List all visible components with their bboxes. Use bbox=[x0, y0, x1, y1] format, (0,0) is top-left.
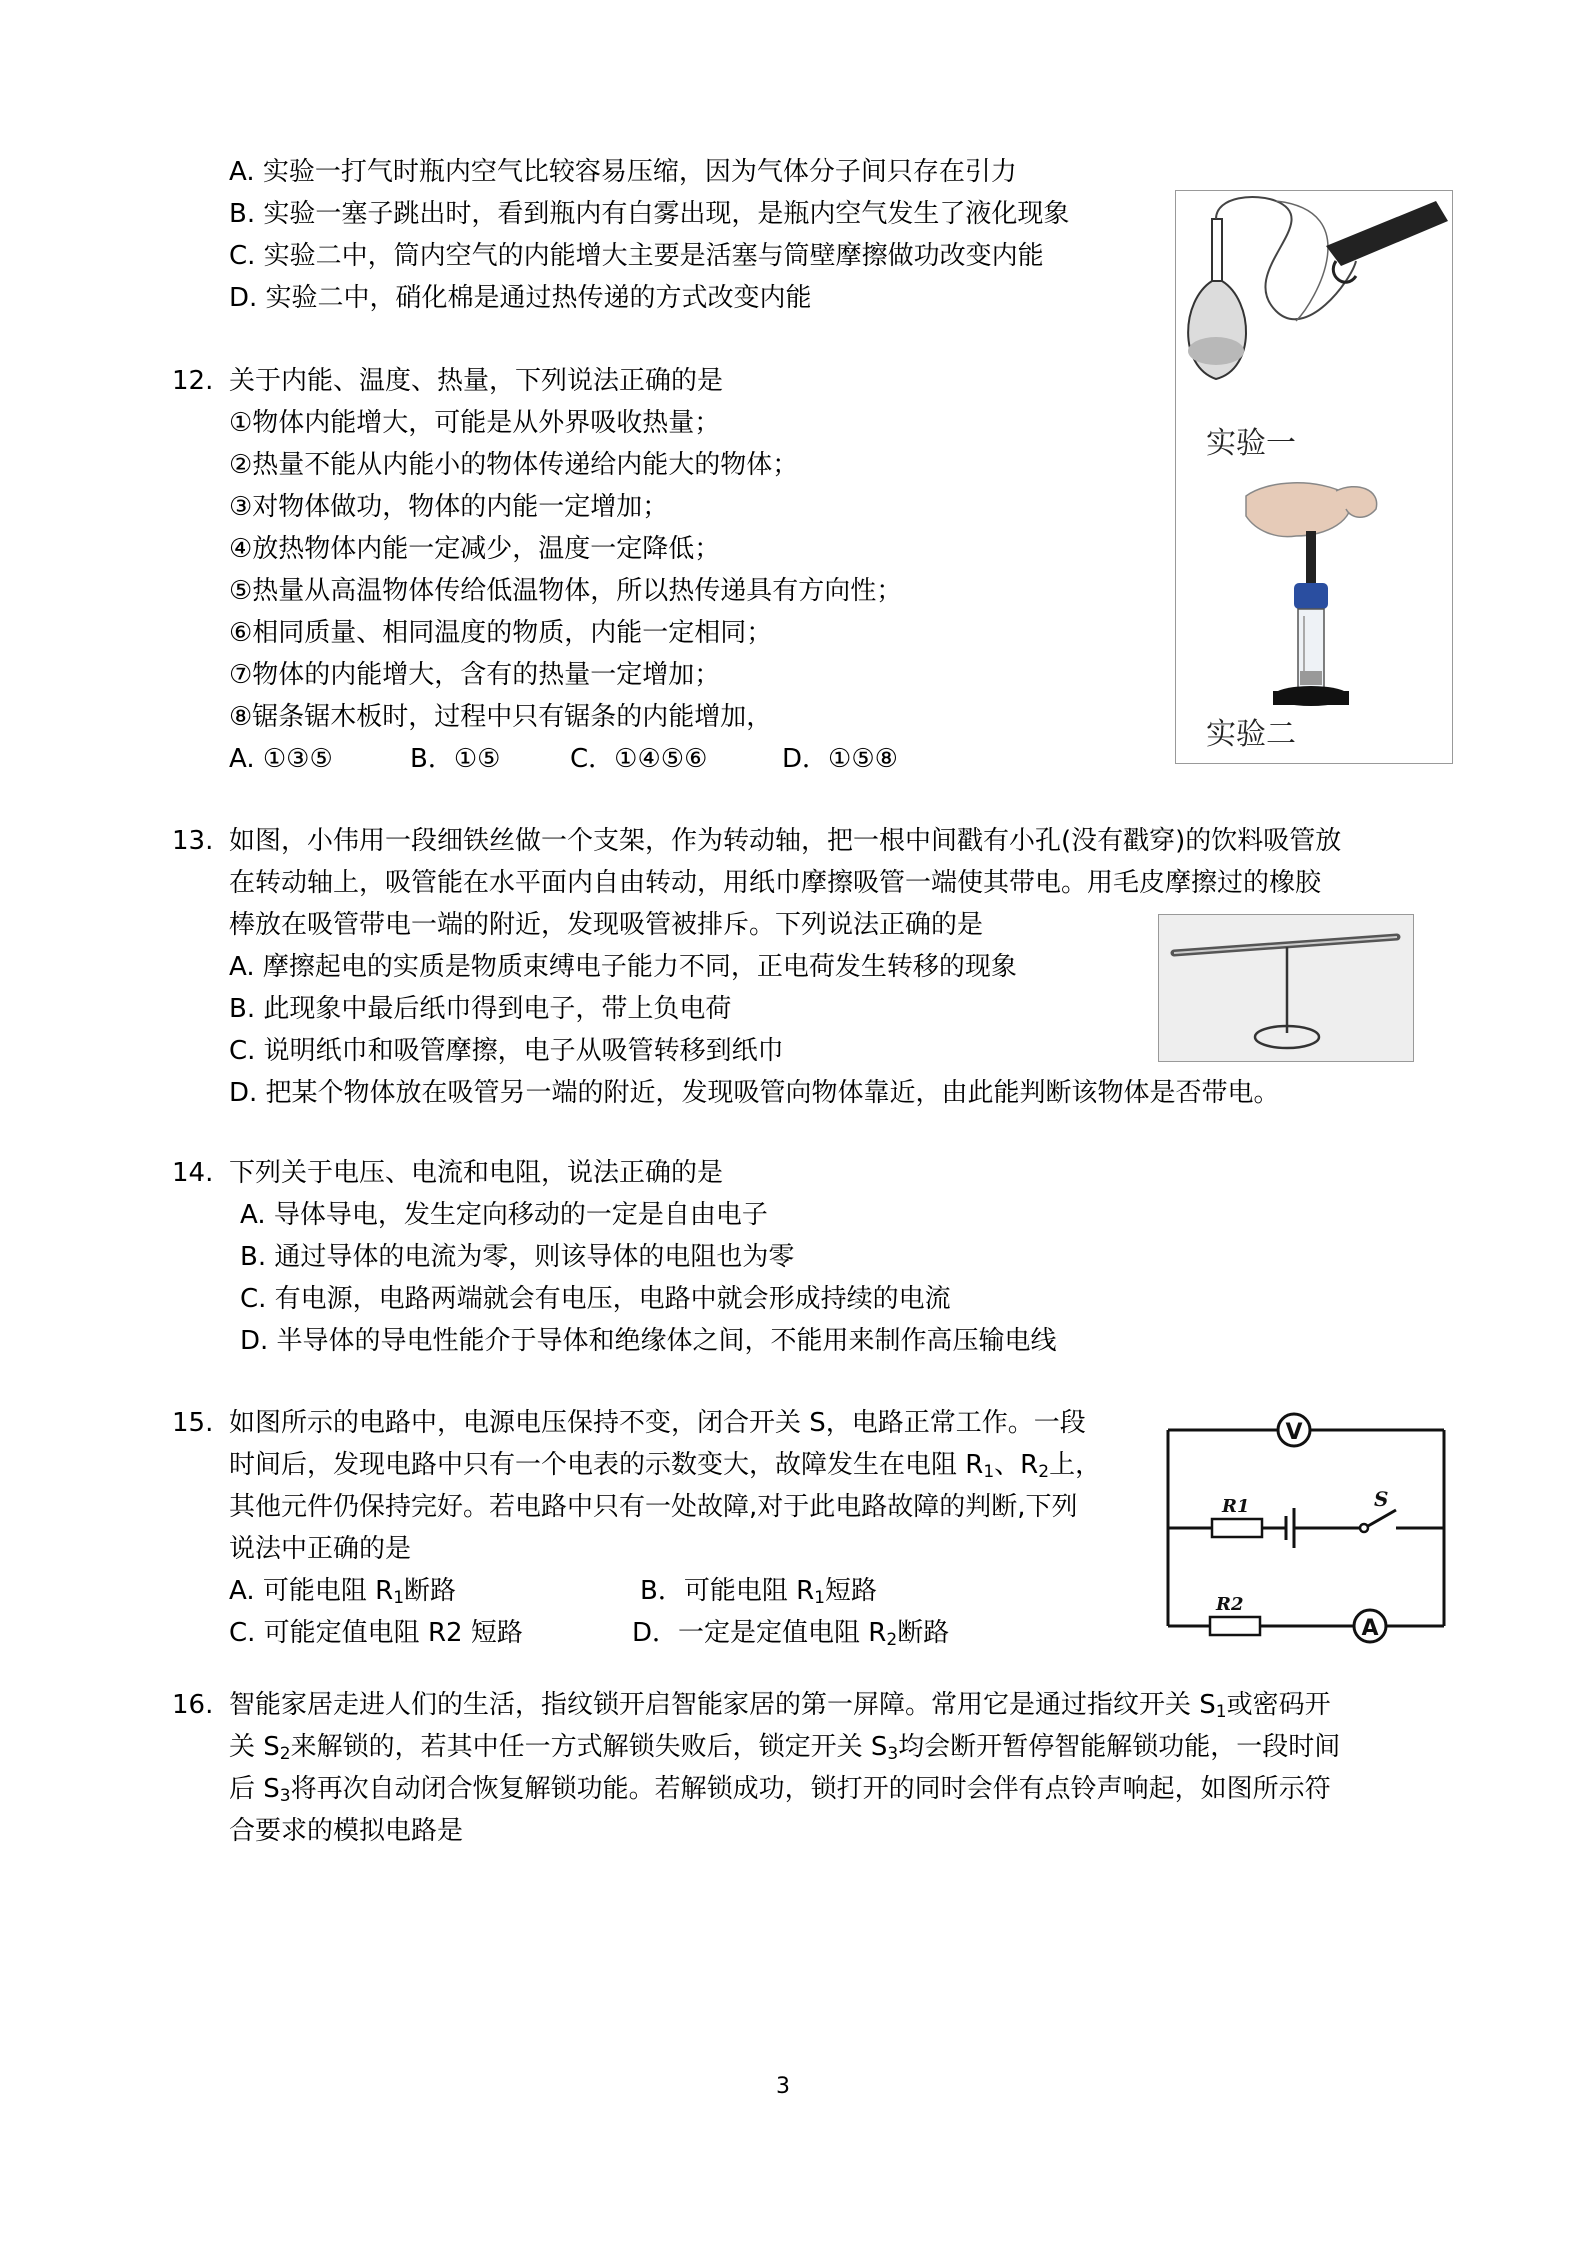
q15-option-b: B．可能电阻 $R_1$短路 bbox=[640, 1576, 878, 1608]
q13-option-a: A. 摩擦起电的实质是物质束缚电子能力不同，正电荷发生转移的现象 bbox=[229, 952, 1017, 982]
q14-option-d: D. 半导体的导电性能介于导体和绝缘体之间，不能用来制作高压输电线 bbox=[240, 1326, 1057, 1356]
q15-line-4: 说法中正确的是 bbox=[229, 1534, 412, 1564]
svg-text:V: V bbox=[1285, 1420, 1303, 1445]
q15-option-c: C. 可能定值电阻 R2 短路 bbox=[229, 1618, 523, 1648]
q16-line-4: 合要求的模拟电路是 bbox=[229, 1816, 464, 1846]
q14-stem: 下列关于电压、电流和电阻，说法正确的是 bbox=[229, 1158, 724, 1188]
q15-line-3: 其他元件仍保持完好。若电路中只有一处故障,对于此电路故障的判断,下列 bbox=[229, 1492, 1078, 1522]
q14-option-c: C. 有电源，电路两端就会有电压，电路中就会形成持续的电流 bbox=[240, 1284, 951, 1314]
q11-option-c: C. 实验二中，筒内空气的内能增大主要是活塞与筒壁摩擦做功改变内能 bbox=[229, 241, 1044, 271]
experiment-2-caption: 实验二 bbox=[1206, 717, 1296, 752]
resistor-r1 bbox=[1212, 1519, 1262, 1537]
q15-line-1: 如图所示的电路中，电源电压保持不变，闭合开关 S，电路正常工作。一段 bbox=[229, 1408, 1086, 1438]
q12-item-1: ①物体内能增大，可能是从外界吸收热量； bbox=[229, 408, 721, 438]
label-r1: R1 bbox=[1222, 1496, 1250, 1517]
q15-number: 15. bbox=[172, 1408, 214, 1438]
q12-option-a: A. ①③⑤ bbox=[229, 744, 333, 774]
q13-option-d: D. 把某个物体放在吸管另一端的附近，发现吸管向物体靠近，由此能判断该物体是否带电。 bbox=[229, 1078, 1280, 1108]
q12-item-6: ⑥相同质量、相同温度的物质，内能一定相同； bbox=[229, 618, 773, 648]
q11-option-a: A. 实验一打气时瓶内空气比较容易压缩，因为气体分子间只存在引力 bbox=[229, 157, 1017, 187]
voltmeter bbox=[1278, 1414, 1310, 1446]
experiment-figure bbox=[1175, 190, 1453, 764]
q15-line-2: 时间后，发现电路中只有一个电表的示数变大，故障发生在电阻 $R_1$、$R_2$上， bbox=[229, 1450, 1102, 1482]
q13-option-b: B. 此现象中最后纸巾得到电子，带上负电荷 bbox=[229, 994, 732, 1024]
label-r2: R2 bbox=[1216, 1594, 1244, 1615]
q15-option-a: A. 可能电阻 $R_1$断路 bbox=[229, 1576, 457, 1608]
q12-number: 12. bbox=[172, 366, 214, 396]
q12-item-3: ③对物体做功，物体的内能一定增加； bbox=[229, 492, 669, 522]
straw-stand-illustration bbox=[1159, 915, 1413, 1061]
straw-stand-figure bbox=[1158, 914, 1414, 1062]
q16-line-2: 关 $S_2$来解锁的，若其中任一方式解锁失败后，锁定开关 $S_3$均会断开暂停智能解锁功能，一段时间 bbox=[229, 1732, 1341, 1764]
label-s: S bbox=[1374, 1487, 1389, 1511]
q16-line-1: 智能家居走进人们的生活，指纹锁开启智能家居的第一屏障。常用它是通过指纹开关 $S_1$或密码开 bbox=[229, 1690, 1331, 1722]
q13-line-1: 如图，小伟用一段细铁丝做一个支架，作为转动轴，把一根中间戳有小孔(没有戳穿)的饮料吸管放 bbox=[229, 826, 1342, 856]
q13-option-c: C. 说明纸巾和吸管摩擦，电子从吸管转移到纸巾 bbox=[229, 1036, 784, 1066]
q16-line-3: 后 $S_3$将再次自动闭合恢复解锁功能。若解锁成功，锁打开的同时会伴有点铃声响起，如图所示符 bbox=[229, 1774, 1331, 1806]
q12-option-d: D．①⑤⑧ bbox=[782, 744, 898, 774]
q13-line-2: 在转动轴上，吸管能在水平面内自由转动，用纸巾摩擦吸管一端使其带电。用毛皮摩擦过的橡胶 bbox=[229, 868, 1322, 898]
q14-number: 14. bbox=[172, 1158, 214, 1188]
q12-stem: 关于内能、温度、热量，下列说法正确的是 bbox=[229, 366, 724, 396]
q11-option-d: D. 实验二中，硝化棉是通过热传递的方式改变内能 bbox=[229, 283, 812, 313]
q12-option-b: B．①⑤ bbox=[410, 744, 501, 774]
q12-item-7: ⑦物体的内能增大，含有的热量一定增加； bbox=[229, 660, 721, 690]
q12-item-8: ⑧锯条锯木板时，过程中只有锯条的内能增加， bbox=[229, 702, 773, 732]
q12-item-5: ⑤热量从高温物体传给低温物体，所以热传递具有方向性； bbox=[229, 576, 903, 606]
q11-option-b: B. 实验一塞子跳出时，看到瓶内有白雾出现，是瓶内空气发生了液化现象 bbox=[229, 199, 1070, 229]
q12-item-4: ④放热物体内能一定减少，温度一定降低； bbox=[229, 534, 721, 564]
page-number: 3 bbox=[776, 2074, 790, 2099]
q13-number: 13. bbox=[172, 826, 214, 856]
q14-option-b: B. 通过导体的电流为零，则该导体的电阻也为零 bbox=[240, 1242, 795, 1272]
q12-option-c: C．①④⑤⑥ bbox=[570, 744, 708, 774]
q16-number: 16. bbox=[172, 1690, 214, 1720]
q15-option-d: D．一定是定值电阻 $R_2$断路 bbox=[632, 1618, 950, 1650]
experiment-illustration bbox=[1176, 191, 1452, 763]
experiment-1-caption: 实验一 bbox=[1206, 426, 1296, 461]
q12-item-2: ②热量不能从内能小的物体传递给内能大的物体； bbox=[229, 450, 799, 480]
svg-text:A: A bbox=[1361, 1616, 1379, 1641]
resistor-r2 bbox=[1210, 1617, 1260, 1635]
q13-line-3: 棒放在吸管带电一端的附近，发现吸管被排斥。下列说法正确的是 bbox=[229, 910, 984, 940]
q14-option-a: A. 导体导电，发生定向移动的一定是自由电子 bbox=[240, 1200, 768, 1230]
ammeter bbox=[1354, 1610, 1386, 1642]
circuit-diagram bbox=[1160, 1408, 1456, 1648]
